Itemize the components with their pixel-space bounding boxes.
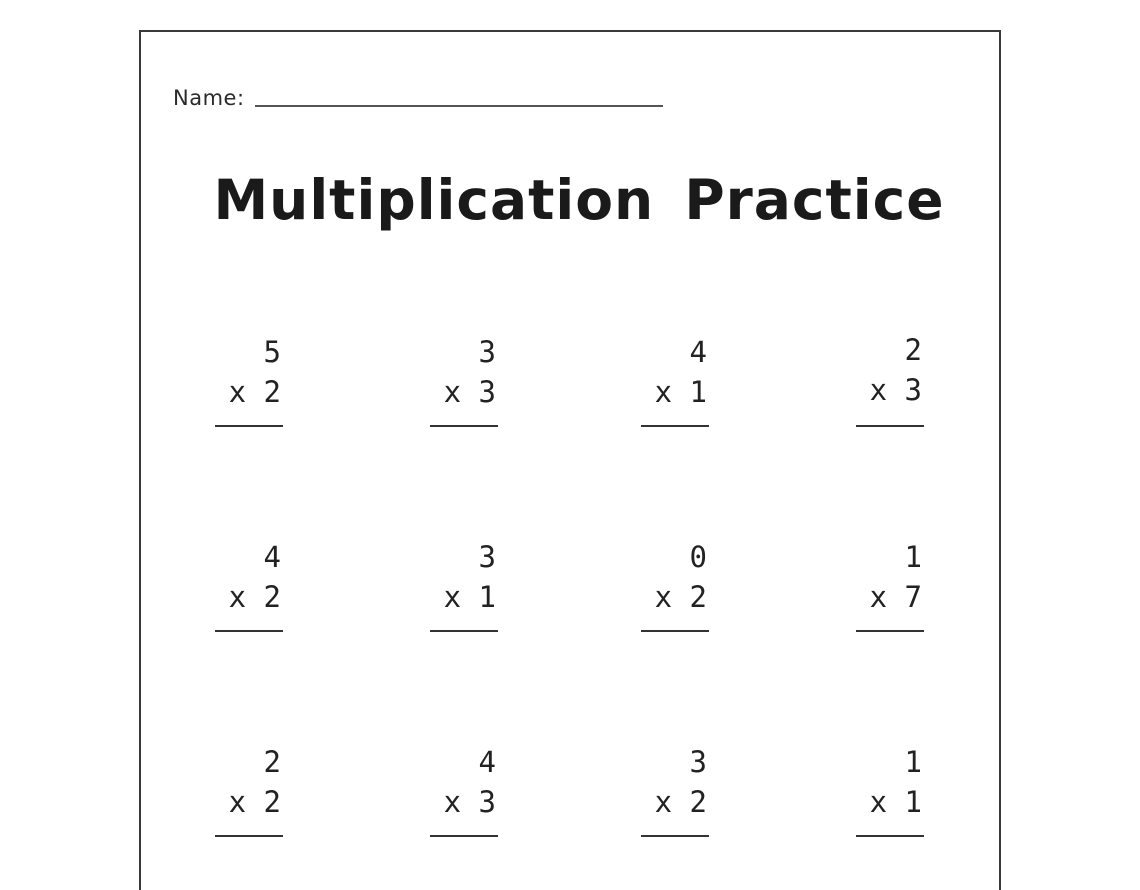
problem-multiplier: x 3 bbox=[443, 785, 496, 819]
answer-line bbox=[856, 630, 924, 632]
problem-multiplier: x 2 bbox=[228, 580, 281, 614]
problem-4 bbox=[856, 332, 926, 432]
name-row bbox=[173, 86, 663, 110]
problem-12 bbox=[856, 744, 926, 844]
problem-multiplier: x 2 bbox=[228, 375, 281, 409]
problem-top-number: 2 bbox=[904, 333, 922, 367]
problem-multiplier: x 3 bbox=[443, 375, 496, 409]
problem-top-number: 5 bbox=[263, 335, 281, 369]
problem-multiplier: x 1 bbox=[654, 375, 707, 409]
answer-line bbox=[215, 425, 283, 427]
problem-8 bbox=[856, 539, 926, 639]
problem-multiplier: x 1 bbox=[443, 580, 496, 614]
problem-10 bbox=[430, 744, 500, 844]
answer-line bbox=[430, 630, 498, 632]
problem-multiplier: x 3 bbox=[869, 373, 922, 407]
answer-line bbox=[641, 630, 709, 632]
problem-9 bbox=[215, 744, 285, 844]
problem-top-number: 0 bbox=[689, 540, 707, 574]
answer-line bbox=[856, 835, 924, 837]
problem-multiplier: x 7 bbox=[869, 580, 922, 614]
answer-line bbox=[641, 425, 709, 427]
answer-line bbox=[215, 630, 283, 632]
worksheet-page bbox=[139, 30, 1001, 890]
problem-top-number: 1 bbox=[904, 540, 922, 574]
problem-1 bbox=[215, 334, 285, 434]
problem-top-number: 2 bbox=[263, 745, 281, 779]
problem-top-number: 3 bbox=[689, 745, 707, 779]
problem-7 bbox=[641, 539, 711, 639]
answer-line bbox=[856, 425, 924, 427]
answer-line bbox=[430, 835, 498, 837]
page-title: Multiplication Practice bbox=[213, 168, 945, 232]
problem-11 bbox=[641, 744, 711, 844]
problem-multiplier: x 1 bbox=[869, 785, 922, 819]
problem-multiplier: x 2 bbox=[654, 785, 707, 819]
problem-multiplier: x 2 bbox=[228, 785, 281, 819]
problem-top-number: 4 bbox=[689, 335, 707, 369]
problem-5 bbox=[215, 539, 285, 639]
problem-6 bbox=[430, 539, 500, 639]
problem-top-number: 3 bbox=[478, 335, 496, 369]
name-line[interactable] bbox=[255, 105, 663, 107]
problem-3 bbox=[641, 334, 711, 434]
problem-top-number: 4 bbox=[478, 745, 496, 779]
problem-multiplier: x 2 bbox=[654, 580, 707, 614]
problem-top-number: 3 bbox=[478, 540, 496, 574]
problem-2 bbox=[430, 334, 500, 434]
problem-top-number: 4 bbox=[263, 540, 281, 574]
problem-top-number: 1 bbox=[904, 745, 922, 779]
name-label: Name: bbox=[173, 86, 245, 110]
answer-line bbox=[215, 835, 283, 837]
answer-line bbox=[430, 425, 498, 427]
answer-line bbox=[641, 835, 709, 837]
